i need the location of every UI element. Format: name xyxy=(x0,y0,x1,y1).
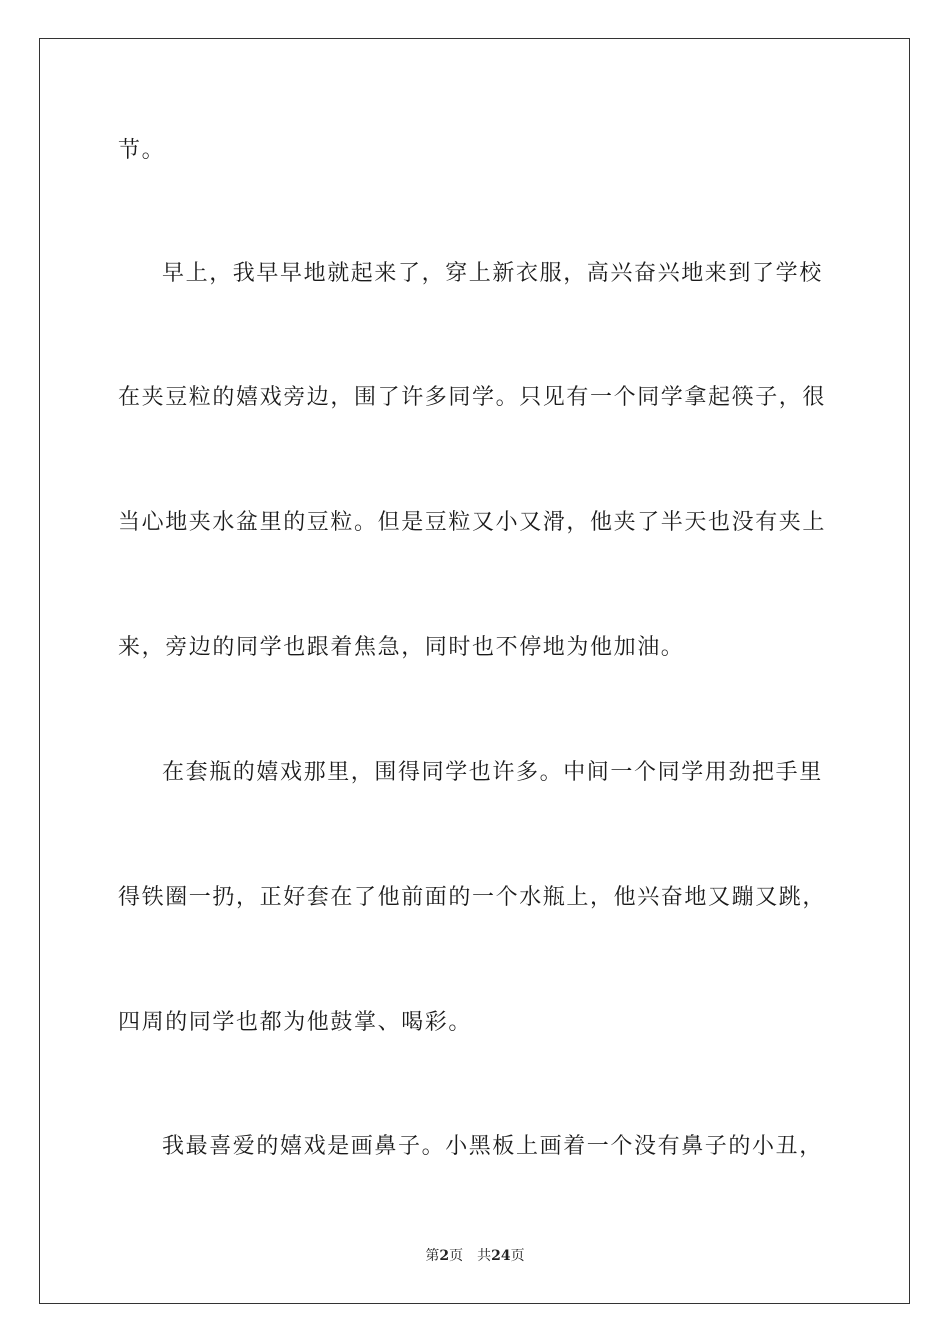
page-border xyxy=(39,38,910,1304)
total-unit: 页 xyxy=(510,1248,525,1264)
text-line-8: 四周的同学也都为他鼓掌、喝彩。 xyxy=(118,1010,473,1035)
page-prefix: 第 xyxy=(425,1248,440,1264)
text-line-6: 在套瓶的嬉戏那里，围得同学也许多。中间一个同学用劲把手里 xyxy=(162,760,823,785)
text-line-7: 得铁圈一扔，正好套在了他前面的一个水瓶上，他兴奋地又蹦又跳， xyxy=(118,885,827,910)
total-pages: 24 xyxy=(491,1248,511,1264)
total-prefix: 共 xyxy=(477,1248,492,1264)
text-line-3: 在夹豆粒的嬉戏旁边，围了许多同学。只见有一个同学拿起筷子，很 xyxy=(118,385,827,410)
text-line-1: 节。 xyxy=(118,138,166,163)
text-line-4: 当心地夹水盆里的豆粒。但是豆粒又小又滑，他夹了半天也没有夹上 xyxy=(118,510,827,535)
text-line-2: 早上，我早早地就起来了，穿上新衣服，高兴奋兴地来到了学校 xyxy=(162,261,823,286)
text-line-5: 来，旁边的同学也跟着焦急，同时也不停地为他加油。 xyxy=(118,635,685,660)
text-line-9: 我最喜爱的嬉戏是画鼻子。小黑板上画着一个没有鼻子的小丑， xyxy=(162,1134,823,1159)
page-number: 2 xyxy=(439,1248,450,1264)
page-footer xyxy=(0,1246,950,1266)
page-unit: 页 xyxy=(449,1248,464,1264)
